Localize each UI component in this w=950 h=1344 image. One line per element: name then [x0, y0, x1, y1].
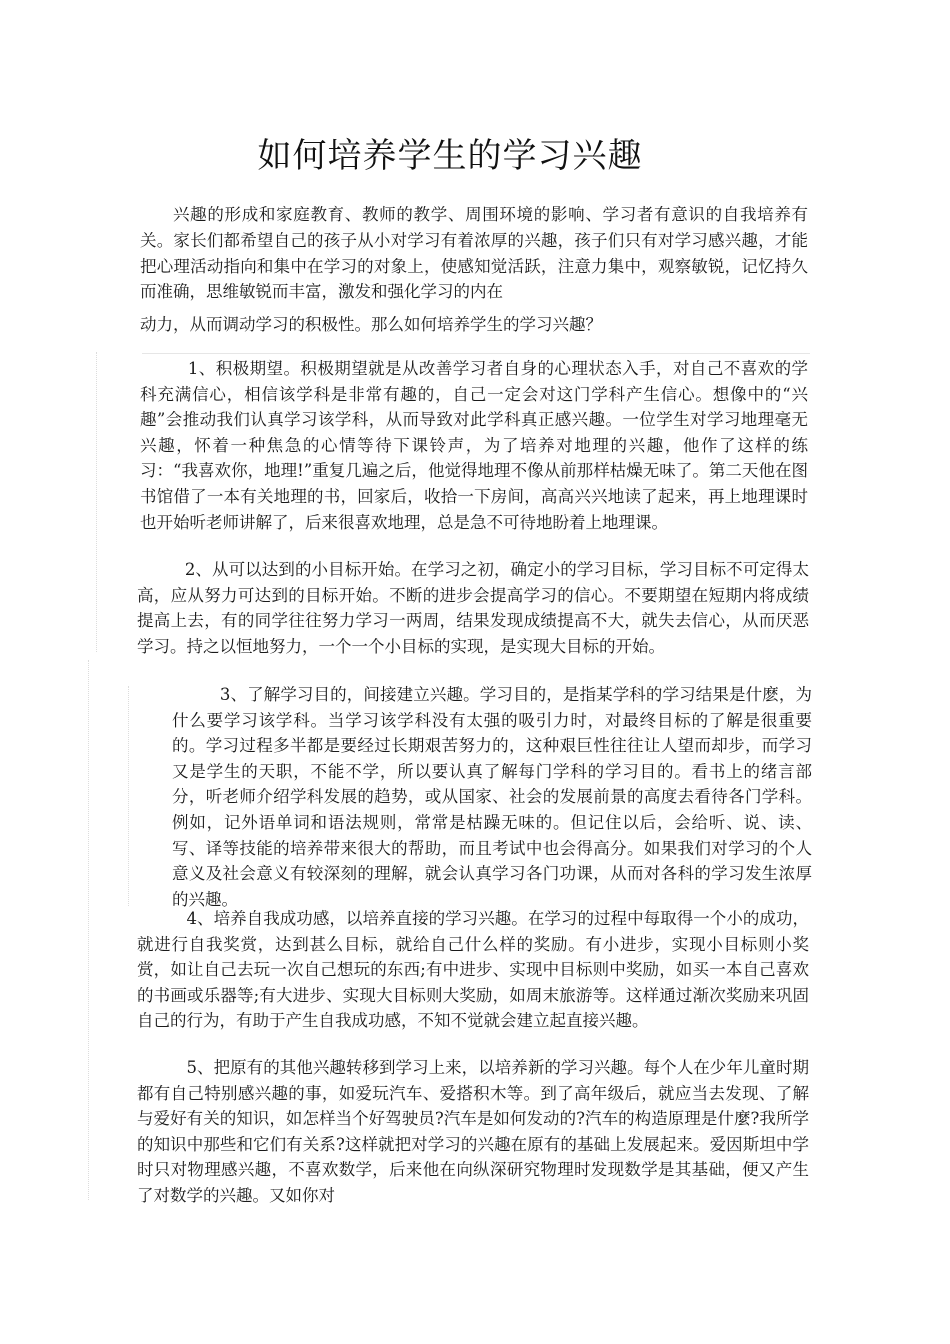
- paragraph-learning-purpose: 3、了解学习目的，间接建立兴趣。学习目的，是指某学科的学习结果是什麽，为什么要学习该学科。当学习该学科没有太强的吸引力时，对最终目标的了解是很重要的。学习过程多半都是要经过长期艰苦努力的，这种艰巨性往往让人望而却步，而学习又是学生的天职，不能不学，所以要认真了解每门学科的学习目的。看书上的绪言部分，听老师介绍学科发展的趋势，或从国家、社会的发展前景的高度去看待各门学科。例如，记外语单词和语法规则，常常是枯躁无味的。但记住以后，会给听、说、读、写、译等技能的培养带来很大的帮助，而且考试中也会得高分。如果我们对学习的个人意义及社会意义有较深刻的理解，就会认真学习各门功课，从而对各科的学习发生浓厚的兴趣。: [172, 685, 812, 909]
- section-divider: [142, 353, 810, 354]
- paragraph-sense-of-success: 4、培养自我成功感，以培养直接的学习兴趣。在学习的过程中每取得一个小的成功，就进行自我奖赏，达到甚么目标，就给自己什么样的奖励。有小进步，实现小目标则小奖赏，如让自己去玩一次自己想玩的东西;有中进步、实现中目标则中奖励，如买一本自己喜欢的书画或乐器等;有大进步、实现大目标则大奖励，如周末旅游等。这样通过渐次奖励来巩固自己的行为，有助于产生自我成功感，不知不觉就会建立起直接兴趣。: [137, 909, 809, 1031]
- margin-guide-line: [96, 352, 97, 652]
- intro-paragraph-continuation: 动力，从而调动学习的积极性。那么如何培养学生的学习兴趣？: [140, 315, 602, 334]
- paragraph-transfer-interest: 5、把原有的其他兴趣转移到学习上来，以培养新的学习兴趣。每个人在少年儿童时期都有自己特别感兴趣的事，如爱玩汽车、爱搭积木等。到了高年级后，就应当去发现、了解与爱好有关的知识，如怎样当个好驾驶员?汽车是如何发动的?汽车的构造原理是什麼?我所学的知识中那些和它们有关系?这样就把对学习的兴趣在原有的基础上发展起来。爱因斯坦中学时只对物理感兴趣，不喜欢数学，后来他在向纵深研究物理时发现数学是其基础，便又产生了对数学的兴趣。又如你对: [137, 1058, 809, 1205]
- document-title: 如何培养学生的学习兴趣: [257, 136, 643, 176]
- margin-guide-line: [88, 660, 89, 1200]
- paragraph-small-goals: 2、从可以达到的小目标开始。在学习之初，确定小的学习目标，学习目标不可定得太高，应从努力可达到的目标开始。不断的进步会提高学习的信心。不要期望在短期内将成绩提高上去，有的同学往往努力学习一两周，结果发现成绩提高不大，就失去信心，从而厌恶学习。持之以恒地努力，一个一个小目标的实现，是实现大目标的开始。: [137, 560, 809, 656]
- margin-guide-line: [128, 686, 129, 906]
- intro-paragraph: 兴趣的形成和家庭教育、教师的教学、周围环境的影响、学习者有意识的自我培养有关。家长们都希望自己的孩子从小对学习有着浓厚的兴趣，孩子们只有对学习感兴趣，才能把心理活动指向和集中在学习的对象上，使感知觉活跃，注意力集中，观察敏锐，记忆持久而准确，思维敏锐而丰富，激发和强化学习的内在: [140, 205, 808, 302]
- paragraph-positive-expectation: 1、积极期望。积极期望就是从改善学习者自身的心理状态入手，对自己不喜欢的学科充满信心，相信该学科是非常有趣的，自己一定会对这门学科产生信心。想像中的“兴趣”会推动我们认真学习该学科，从而导致对此学科真正感兴趣。一位学生对学习地理毫无兴趣，怀着一种焦急的心情等待下课铃声，为了培养对地理的兴趣，他作了这样的练习：“我喜欢你，地理!”重复几遍之后，他觉得地理不像从前那样枯燥无味了。第二天他在图书馆借了一本有关地理的书，回家后，收拾一下房间，高高兴兴地读了起来，再上地理课时也开始听老师讲解了，后来很喜欢地理，总是急不可待地盼着上地理课。: [140, 359, 808, 532]
